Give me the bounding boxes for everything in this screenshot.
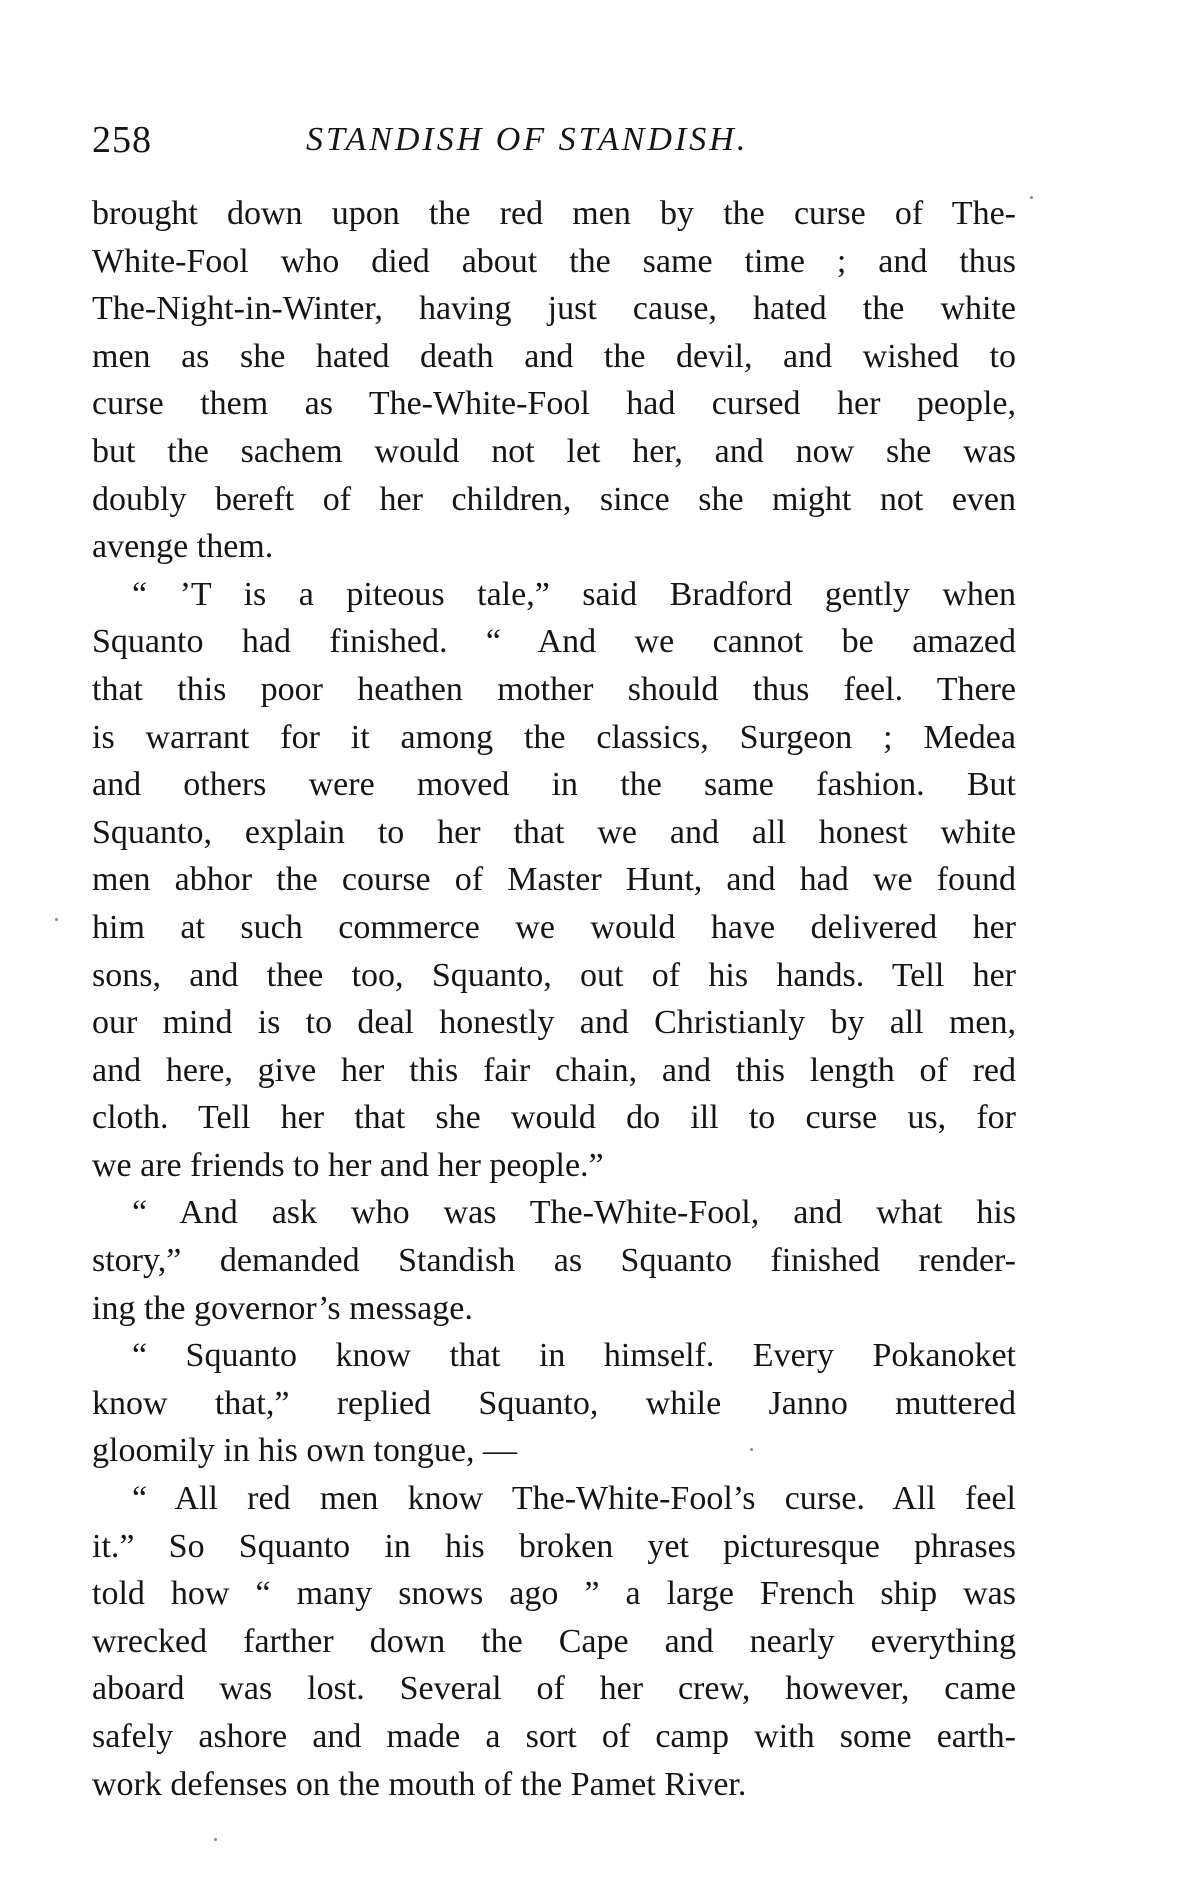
text-line: know that,” replied Squanto, while Janno muttered bbox=[92, 1384, 1016, 1422]
text-line: doubly bereft of her children, since she might not even bbox=[92, 480, 1016, 518]
text-line: but the sachem would not let her, and now she was bbox=[92, 432, 1016, 470]
paragraph-2 bbox=[92, 571, 1016, 1190]
text-line: White-Fool who died about the same time ; and thus bbox=[92, 242, 1016, 280]
text-line: brought down upon the red men by the curse of The- bbox=[92, 195, 1016, 232]
text-line: that this poor heathen mother should thus feel. There bbox=[92, 670, 1016, 708]
running-head bbox=[92, 112, 1012, 168]
paper-speck bbox=[55, 918, 58, 921]
paragraph-3 bbox=[92, 1189, 1016, 1332]
text-line: cloth. Tell her that she would do ill to curse us, for bbox=[92, 1099, 1016, 1137]
text-line: sons, and thee too, Squanto, out of his hands. Tell her bbox=[92, 956, 1016, 994]
text-line: “ ’T is a piteous tale,” said Bradford gently when bbox=[132, 575, 1016, 613]
text-line: is warrant for it among the classics, Surgeon ; Medea bbox=[92, 718, 1016, 756]
paper-speck bbox=[750, 1448, 753, 1451]
text-line: it.” So Squanto in his broken yet picturesque phrases bbox=[92, 1527, 1016, 1565]
text-line: wrecked farther down the Cape and nearly everything bbox=[92, 1622, 1016, 1660]
running-title: STANDISH OF STANDISH. bbox=[306, 121, 749, 158]
text-line: “ All red men know The-White-Fool’s curse. All feel bbox=[132, 1480, 1016, 1518]
text-line: aboard was lost. Several of her crew, however, came bbox=[92, 1670, 1016, 1708]
text-line: avenge them. bbox=[92, 528, 274, 566]
text-line: curse them as The-White-Fool had cursed her people, bbox=[92, 385, 1016, 423]
text-line: work defenses on the mouth of the Pamet River. bbox=[92, 1765, 747, 1803]
text-line: and others were moved in the same fashion. But bbox=[92, 766, 1016, 804]
page-number: 258 bbox=[92, 119, 152, 161]
text-line: we are friends to her and her people.” bbox=[92, 1146, 604, 1184]
paragraph-1 bbox=[92, 190, 1016, 571]
text-line: men as she hated death and the devil, and wished to bbox=[92, 337, 1016, 375]
text-line: safely ashore and made a sort of camp with some earth- bbox=[92, 1718, 1016, 1755]
text-line: “ And ask who was The-White-Fool, and what his bbox=[132, 1194, 1016, 1232]
text-line: and here, give her this fair chain, and this length of red bbox=[92, 1051, 1016, 1089]
text-line: men abhor the course of Master Hunt, and had we found bbox=[92, 861, 1016, 899]
text-line: our mind is to deal honestly and Christianly by all men, bbox=[92, 1004, 1016, 1042]
paragraph-4 bbox=[92, 1332, 1016, 1475]
text-line: The-Night-in-Winter, having just cause, hated the white bbox=[92, 290, 1016, 328]
text-line: Squanto had finished. “ And we cannot be amazed bbox=[92, 623, 1016, 661]
text-line: ing the governor’s message. bbox=[92, 1289, 473, 1327]
paper-speck bbox=[214, 1838, 217, 1841]
paragraph-5 bbox=[92, 1475, 1016, 1808]
text-line: gloomily in his own tongue, — bbox=[92, 1432, 517, 1470]
text-line: Squanto, explain to her that we and all honest white bbox=[92, 813, 1016, 851]
text-line: “ Squanto know that in himself. Every Pokanoket bbox=[132, 1337, 1016, 1375]
text-line: story,” demanded Standish as Squanto finished render- bbox=[92, 1242, 1016, 1280]
text-line: told how “ many snows ago ” a large French ship was bbox=[92, 1575, 1016, 1613]
text-line: him at such commerce we would have delivered her bbox=[92, 908, 1016, 946]
body-text bbox=[92, 190, 1016, 1808]
paper-speck bbox=[1030, 196, 1033, 199]
